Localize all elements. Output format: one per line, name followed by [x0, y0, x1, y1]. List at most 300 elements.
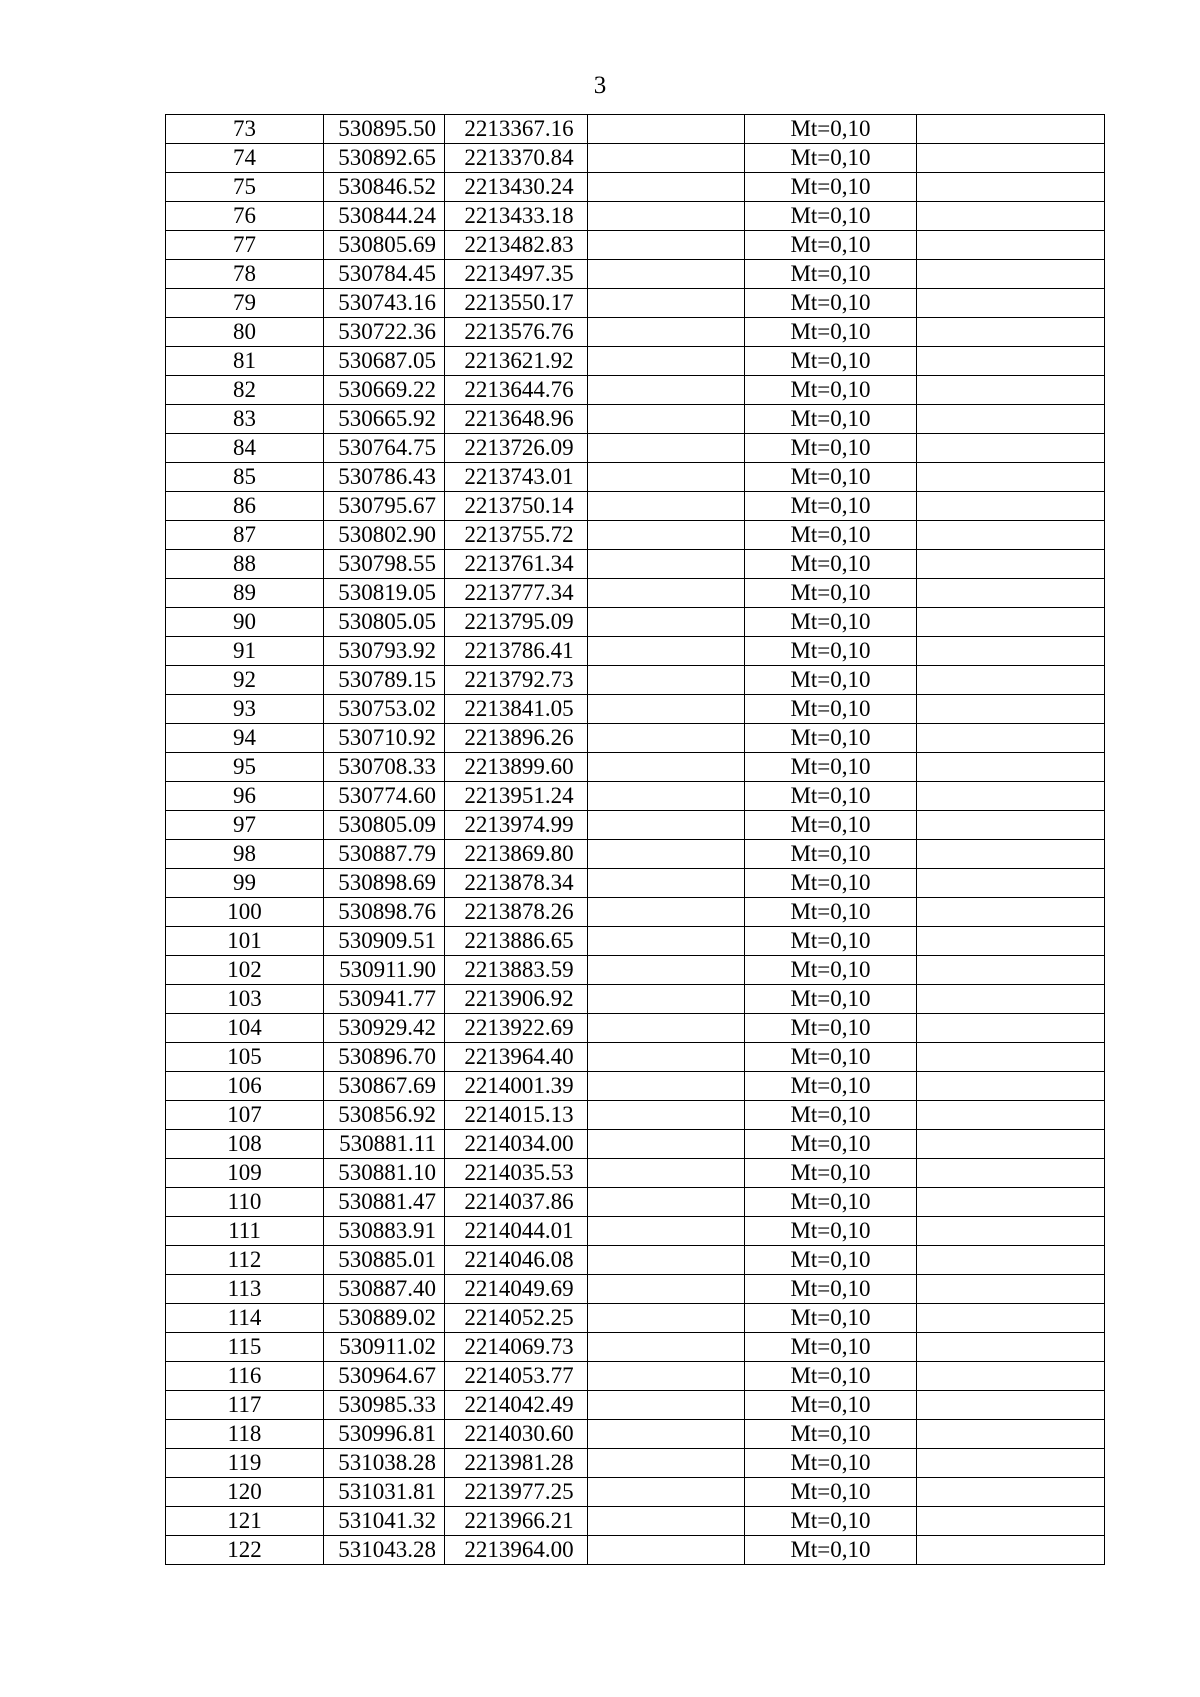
x-coordinate-cell: 530710.92 [324, 724, 445, 753]
note-cell [588, 434, 745, 463]
y-coordinate-cell: 2213743.01 [445, 463, 588, 492]
table-row [166, 1246, 1105, 1275]
point-number-cell: 89 [166, 579, 324, 608]
extra-cell [917, 434, 1105, 463]
point-number-cell: 79 [166, 289, 324, 318]
x-coordinate-cell: 530964.67 [324, 1362, 445, 1391]
x-coordinate-cell: 530708.33 [324, 753, 445, 782]
y-coordinate-cell: 2213951.24 [445, 782, 588, 811]
x-coordinate-cell: 530669.22 [324, 376, 445, 405]
x-coordinate-cell: 530802.90 [324, 521, 445, 550]
y-coordinate-cell: 2213644.76 [445, 376, 588, 405]
table-row [166, 1536, 1105, 1565]
y-coordinate-cell: 2213576.76 [445, 318, 588, 347]
y-coordinate-cell: 2213922.69 [445, 1014, 588, 1043]
table-row [166, 1188, 1105, 1217]
x-coordinate-cell: 530753.02 [324, 695, 445, 724]
accuracy-cell: Mt=0,10 [745, 695, 917, 724]
accuracy-cell: Mt=0,10 [745, 1478, 917, 1507]
extra-cell [917, 1420, 1105, 1449]
x-coordinate-cell: 530789.15 [324, 666, 445, 695]
accuracy-cell: Mt=0,10 [745, 1014, 917, 1043]
x-coordinate-cell: 530846.52 [324, 173, 445, 202]
note-cell [588, 521, 745, 550]
x-coordinate-cell: 530909.51 [324, 927, 445, 956]
y-coordinate-cell: 2213981.28 [445, 1449, 588, 1478]
x-coordinate-cell: 530805.05 [324, 608, 445, 637]
table-row [166, 231, 1105, 260]
y-coordinate-cell: 2213964.40 [445, 1043, 588, 1072]
x-coordinate-cell: 530774.60 [324, 782, 445, 811]
x-coordinate-cell: 530844.24 [324, 202, 445, 231]
table-row [166, 1391, 1105, 1420]
table-row [166, 376, 1105, 405]
note-cell [588, 1072, 745, 1101]
extra-cell [917, 1304, 1105, 1333]
extra-cell [917, 1536, 1105, 1565]
point-number-cell: 101 [166, 927, 324, 956]
y-coordinate-cell: 2214015.13 [445, 1101, 588, 1130]
y-coordinate-cell: 2214001.39 [445, 1072, 588, 1101]
extra-cell [917, 521, 1105, 550]
accuracy-cell: Mt=0,10 [745, 376, 917, 405]
accuracy-cell: Mt=0,10 [745, 521, 917, 550]
coordinates-table [165, 114, 1105, 1565]
point-number-cell: 102 [166, 956, 324, 985]
extra-cell [917, 1449, 1105, 1478]
table-row [166, 260, 1105, 289]
table-row [166, 579, 1105, 608]
extra-cell [917, 608, 1105, 637]
table-row [166, 492, 1105, 521]
point-number-cell: 98 [166, 840, 324, 869]
y-coordinate-cell: 2213482.83 [445, 231, 588, 260]
point-number-cell: 111 [166, 1217, 324, 1246]
table-row [166, 1449, 1105, 1478]
accuracy-cell: Mt=0,10 [745, 1391, 917, 1420]
accuracy-cell: Mt=0,10 [745, 1246, 917, 1275]
extra-cell [917, 492, 1105, 521]
accuracy-cell: Mt=0,10 [745, 550, 917, 579]
extra-cell [917, 1188, 1105, 1217]
table-row [166, 724, 1105, 753]
accuracy-cell: Mt=0,10 [745, 492, 917, 521]
x-coordinate-cell: 531043.28 [324, 1536, 445, 1565]
x-coordinate-cell: 530856.92 [324, 1101, 445, 1130]
accuracy-cell: Mt=0,10 [745, 173, 917, 202]
y-coordinate-cell: 2213648.96 [445, 405, 588, 434]
x-coordinate-cell: 530889.02 [324, 1304, 445, 1333]
y-coordinate-cell: 2213430.24 [445, 173, 588, 202]
accuracy-cell: Mt=0,10 [745, 956, 917, 985]
table-row [166, 550, 1105, 579]
extra-cell [917, 1014, 1105, 1043]
y-coordinate-cell: 2213964.00 [445, 1536, 588, 1565]
table-row [166, 173, 1105, 202]
table-row [166, 1362, 1105, 1391]
note-cell [588, 289, 745, 318]
table-row [166, 347, 1105, 376]
extra-cell [917, 202, 1105, 231]
x-coordinate-cell: 530805.69 [324, 231, 445, 260]
y-coordinate-cell: 2214030.60 [445, 1420, 588, 1449]
note-cell [588, 1275, 745, 1304]
extra-cell [917, 318, 1105, 347]
accuracy-cell: Mt=0,10 [745, 1101, 917, 1130]
x-coordinate-cell: 530892.65 [324, 144, 445, 173]
accuracy-cell: Mt=0,10 [745, 434, 917, 463]
point-number-cell: 77 [166, 231, 324, 260]
accuracy-cell: Mt=0,10 [745, 1159, 917, 1188]
accuracy-cell: Mt=0,10 [745, 840, 917, 869]
y-coordinate-cell: 2213761.34 [445, 550, 588, 579]
y-coordinate-cell: 2213795.09 [445, 608, 588, 637]
point-number-cell: 93 [166, 695, 324, 724]
x-coordinate-cell: 530665.92 [324, 405, 445, 434]
note-cell [588, 347, 745, 376]
accuracy-cell: Mt=0,10 [745, 1275, 917, 1304]
point-number-cell: 92 [166, 666, 324, 695]
note-cell [588, 1536, 745, 1565]
extra-cell [917, 869, 1105, 898]
note-cell [588, 318, 745, 347]
point-number-cell: 108 [166, 1130, 324, 1159]
table-row [166, 927, 1105, 956]
note-cell [588, 1246, 745, 1275]
y-coordinate-cell: 2214052.25 [445, 1304, 588, 1333]
accuracy-cell: Mt=0,10 [745, 260, 917, 289]
table-row [166, 753, 1105, 782]
y-coordinate-cell: 2214049.69 [445, 1275, 588, 1304]
table-row [166, 434, 1105, 463]
extra-cell [917, 1101, 1105, 1130]
note-cell [588, 1130, 745, 1159]
note-cell [588, 695, 745, 724]
note-cell [588, 1478, 745, 1507]
extra-cell [917, 289, 1105, 318]
note-cell [588, 637, 745, 666]
table-row [166, 1159, 1105, 1188]
x-coordinate-cell: 530687.05 [324, 347, 445, 376]
point-number-cell: 107 [166, 1101, 324, 1130]
table-row [166, 811, 1105, 840]
table-row [166, 956, 1105, 985]
extra-cell [917, 231, 1105, 260]
point-number-cell: 116 [166, 1362, 324, 1391]
y-coordinate-cell: 2213886.65 [445, 927, 588, 956]
extra-cell [917, 405, 1105, 434]
y-coordinate-cell: 2213621.92 [445, 347, 588, 376]
x-coordinate-cell: 530795.67 [324, 492, 445, 521]
extra-cell [917, 260, 1105, 289]
note-cell [588, 1101, 745, 1130]
extra-cell [917, 144, 1105, 173]
note-cell [588, 405, 745, 434]
table-row [166, 144, 1105, 173]
table-row [166, 1014, 1105, 1043]
accuracy-cell: Mt=0,10 [745, 1420, 917, 1449]
point-number-cell: 88 [166, 550, 324, 579]
extra-cell [917, 1130, 1105, 1159]
table-row [166, 1275, 1105, 1304]
accuracy-cell: Mt=0,10 [745, 1536, 917, 1565]
note-cell [588, 1043, 745, 1072]
x-coordinate-cell: 531041.32 [324, 1507, 445, 1536]
y-coordinate-cell: 2213869.80 [445, 840, 588, 869]
accuracy-cell: Mt=0,10 [745, 608, 917, 637]
accuracy-cell: Mt=0,10 [745, 144, 917, 173]
note-cell [588, 869, 745, 898]
extra-cell [917, 637, 1105, 666]
x-coordinate-cell: 530786.43 [324, 463, 445, 492]
table-row [166, 1072, 1105, 1101]
note-cell [588, 898, 745, 927]
table-row [166, 695, 1105, 724]
x-coordinate-cell: 530898.69 [324, 869, 445, 898]
y-coordinate-cell: 2213977.25 [445, 1478, 588, 1507]
accuracy-cell: Mt=0,10 [745, 115, 917, 144]
note-cell [588, 550, 745, 579]
point-number-cell: 95 [166, 753, 324, 782]
coordinates-table-body [166, 115, 1105, 1565]
point-number-cell: 100 [166, 898, 324, 927]
table-row [166, 840, 1105, 869]
y-coordinate-cell: 2213497.35 [445, 260, 588, 289]
note-cell [588, 811, 745, 840]
note-cell [588, 579, 745, 608]
x-coordinate-cell: 530881.11 [324, 1130, 445, 1159]
y-coordinate-cell: 2213786.41 [445, 637, 588, 666]
note-cell [588, 608, 745, 637]
note-cell [588, 840, 745, 869]
x-coordinate-cell: 530929.42 [324, 1014, 445, 1043]
accuracy-cell: Mt=0,10 [745, 869, 917, 898]
extra-cell [917, 347, 1105, 376]
table-row [166, 521, 1105, 550]
y-coordinate-cell: 2214069.73 [445, 1333, 588, 1362]
accuracy-cell: Mt=0,10 [745, 782, 917, 811]
note-cell [588, 1333, 745, 1362]
x-coordinate-cell: 530898.76 [324, 898, 445, 927]
point-number-cell: 104 [166, 1014, 324, 1043]
extra-cell [917, 927, 1105, 956]
accuracy-cell: Mt=0,10 [745, 1333, 917, 1362]
extra-cell [917, 376, 1105, 405]
extra-cell [917, 1507, 1105, 1536]
point-number-cell: 122 [166, 1536, 324, 1565]
point-number-cell: 118 [166, 1420, 324, 1449]
accuracy-cell: Mt=0,10 [745, 347, 917, 376]
accuracy-cell: Mt=0,10 [745, 1507, 917, 1536]
note-cell [588, 173, 745, 202]
note-cell [588, 1014, 745, 1043]
accuracy-cell: Mt=0,10 [745, 231, 917, 260]
table-row [166, 1217, 1105, 1246]
point-number-cell: 121 [166, 1507, 324, 1536]
extra-cell [917, 782, 1105, 811]
x-coordinate-cell: 530798.55 [324, 550, 445, 579]
extra-cell [917, 1072, 1105, 1101]
point-number-cell: 76 [166, 202, 324, 231]
y-coordinate-cell: 2214044.01 [445, 1217, 588, 1246]
note-cell [588, 1159, 745, 1188]
accuracy-cell: Mt=0,10 [745, 1043, 917, 1072]
point-number-cell: 80 [166, 318, 324, 347]
point-number-cell: 117 [166, 1391, 324, 1420]
table-row [166, 289, 1105, 318]
table-row [166, 898, 1105, 927]
x-coordinate-cell: 530722.36 [324, 318, 445, 347]
extra-cell [917, 753, 1105, 782]
accuracy-cell: Mt=0,10 [745, 579, 917, 608]
note-cell [588, 1420, 745, 1449]
extra-cell [917, 550, 1105, 579]
point-number-cell: 99 [166, 869, 324, 898]
note-cell [588, 1391, 745, 1420]
y-coordinate-cell: 2213966.21 [445, 1507, 588, 1536]
table-row [166, 202, 1105, 231]
extra-cell [917, 1362, 1105, 1391]
accuracy-cell: Mt=0,10 [745, 1188, 917, 1217]
point-number-cell: 82 [166, 376, 324, 405]
page-number: 3 [593, 72, 607, 99]
table-row [166, 608, 1105, 637]
accuracy-cell: Mt=0,10 [745, 666, 917, 695]
x-coordinate-cell: 530887.79 [324, 840, 445, 869]
accuracy-cell: Mt=0,10 [745, 405, 917, 434]
note-cell [588, 1507, 745, 1536]
x-coordinate-cell: 530805.09 [324, 811, 445, 840]
point-number-cell: 119 [166, 1449, 324, 1478]
extra-cell [917, 1217, 1105, 1246]
accuracy-cell: Mt=0,10 [745, 985, 917, 1014]
note-cell [588, 231, 745, 260]
extra-cell [917, 811, 1105, 840]
x-coordinate-cell: 530881.47 [324, 1188, 445, 1217]
y-coordinate-cell: 2213883.59 [445, 956, 588, 985]
y-coordinate-cell: 2213726.09 [445, 434, 588, 463]
x-coordinate-cell: 530985.33 [324, 1391, 445, 1420]
x-coordinate-cell: 530895.50 [324, 115, 445, 144]
y-coordinate-cell: 2213777.34 [445, 579, 588, 608]
point-number-cell: 83 [166, 405, 324, 434]
extra-cell [917, 1333, 1105, 1362]
accuracy-cell: Mt=0,10 [745, 318, 917, 347]
accuracy-cell: Mt=0,10 [745, 289, 917, 318]
point-number-cell: 114 [166, 1304, 324, 1333]
extra-cell [917, 1275, 1105, 1304]
table-row [166, 1130, 1105, 1159]
x-coordinate-cell: 530896.70 [324, 1043, 445, 1072]
extra-cell [917, 985, 1105, 1014]
table-row [166, 869, 1105, 898]
table-row [166, 463, 1105, 492]
point-number-cell: 103 [166, 985, 324, 1014]
y-coordinate-cell: 2213792.73 [445, 666, 588, 695]
point-number-cell: 81 [166, 347, 324, 376]
extra-cell [917, 840, 1105, 869]
accuracy-cell: Mt=0,10 [745, 1072, 917, 1101]
point-number-cell: 106 [166, 1072, 324, 1101]
note-cell [588, 492, 745, 521]
y-coordinate-cell: 2213906.92 [445, 985, 588, 1014]
extra-cell [917, 579, 1105, 608]
table-row [166, 115, 1105, 144]
table-row [166, 1043, 1105, 1072]
x-coordinate-cell: 530941.77 [324, 985, 445, 1014]
note-cell [588, 724, 745, 753]
accuracy-cell: Mt=0,10 [745, 463, 917, 492]
y-coordinate-cell: 2214035.53 [445, 1159, 588, 1188]
accuracy-cell: Mt=0,10 [745, 202, 917, 231]
x-coordinate-cell: 531038.28 [324, 1449, 445, 1478]
point-number-cell: 74 [166, 144, 324, 173]
table-row [166, 1420, 1105, 1449]
table-row [166, 405, 1105, 434]
accuracy-cell: Mt=0,10 [745, 1304, 917, 1333]
extra-cell [917, 115, 1105, 144]
point-number-cell: 120 [166, 1478, 324, 1507]
point-number-cell: 94 [166, 724, 324, 753]
x-coordinate-cell: 530885.01 [324, 1246, 445, 1275]
note-cell [588, 202, 745, 231]
x-coordinate-cell: 531031.81 [324, 1478, 445, 1507]
note-cell [588, 985, 745, 1014]
extra-cell [917, 695, 1105, 724]
extra-cell [917, 463, 1105, 492]
point-number-cell: 87 [166, 521, 324, 550]
accuracy-cell: Mt=0,10 [745, 1362, 917, 1391]
x-coordinate-cell: 530911.90 [324, 956, 445, 985]
extra-cell [917, 898, 1105, 927]
point-number-cell: 113 [166, 1275, 324, 1304]
x-coordinate-cell: 530793.92 [324, 637, 445, 666]
y-coordinate-cell: 2213433.18 [445, 202, 588, 231]
note-cell [588, 115, 745, 144]
table-row [166, 782, 1105, 811]
note-cell [588, 260, 745, 289]
table-row [166, 1101, 1105, 1130]
note-cell [588, 1449, 745, 1478]
extra-cell [917, 173, 1105, 202]
note-cell [588, 666, 745, 695]
note-cell [588, 463, 745, 492]
y-coordinate-cell: 2213370.84 [445, 144, 588, 173]
point-number-cell: 90 [166, 608, 324, 637]
note-cell [588, 753, 745, 782]
point-number-cell: 75 [166, 173, 324, 202]
accuracy-cell: Mt=0,10 [745, 637, 917, 666]
point-number-cell: 78 [166, 260, 324, 289]
point-number-cell: 96 [166, 782, 324, 811]
note-cell [588, 927, 745, 956]
accuracy-cell: Mt=0,10 [745, 1130, 917, 1159]
y-coordinate-cell: 2214034.00 [445, 1130, 588, 1159]
point-number-cell: 91 [166, 637, 324, 666]
point-number-cell: 109 [166, 1159, 324, 1188]
x-coordinate-cell: 530743.16 [324, 289, 445, 318]
extra-cell [917, 724, 1105, 753]
extra-cell [917, 1391, 1105, 1420]
point-number-cell: 110 [166, 1188, 324, 1217]
y-coordinate-cell: 2213896.26 [445, 724, 588, 753]
point-number-cell: 84 [166, 434, 324, 463]
y-coordinate-cell: 2214046.08 [445, 1246, 588, 1275]
y-coordinate-cell: 2213367.16 [445, 115, 588, 144]
accuracy-cell: Mt=0,10 [745, 753, 917, 782]
y-coordinate-cell: 2213550.17 [445, 289, 588, 318]
y-coordinate-cell: 2214042.49 [445, 1391, 588, 1420]
